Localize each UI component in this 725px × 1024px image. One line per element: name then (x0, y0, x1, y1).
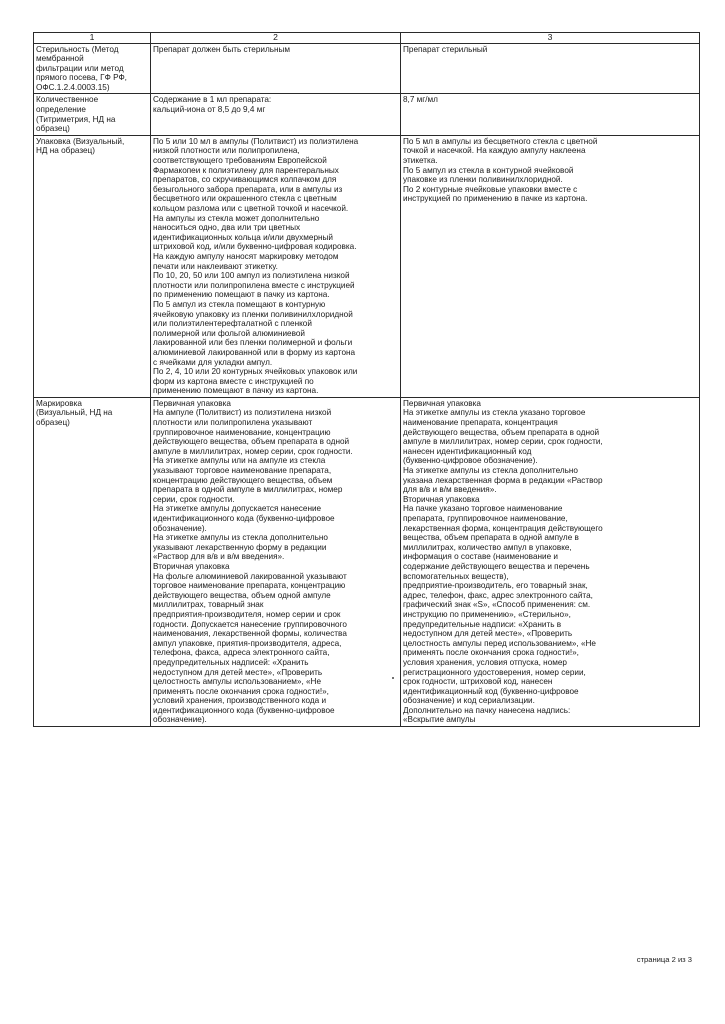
cell-line: Количественное (36, 95, 99, 105)
cell-line: Вторичная упаковка (403, 494, 480, 504)
cell-line: На каждую ампулу наносят маркировку методом (153, 251, 339, 261)
cell-line: ампуле в миллилитрах, номер серии, срок годности, (403, 437, 603, 447)
cell-line: упаковке из пленки поливинилхлоридной. (403, 175, 563, 185)
cell-line: миллилитрах, количество ампул в упаковке, (403, 542, 572, 552)
cell-line: 8,7 мг/мл (403, 95, 438, 105)
cell-line: действующего вещества, объем препарата в одной (153, 437, 350, 447)
cell-line: бесцветного или окрашенного стекла с цветным (153, 194, 337, 204)
cell-line: плотности или полипропилена вместе с инструкцией (153, 280, 355, 290)
param-cell (34, 397, 151, 726)
cell-line: (Визуальный, НД на (36, 408, 113, 418)
cell-line: Препарат должен быть стерильным (153, 44, 291, 54)
cell-line: точкой и насечкой. На каждую ампулу наклеена (403, 146, 586, 156)
cell-line: мембранной (36, 54, 84, 64)
cell-line: На ампулы из стекла может дополнительно (153, 213, 320, 223)
cell-line: торговое наименование препарата, концентрацию (153, 581, 346, 591)
cell-line: для в/в и в/м введения». (403, 485, 497, 495)
cell-line: Препарат стерильный (403, 44, 488, 54)
cell-line: идентификационных кольца и/или двухмерный (153, 232, 333, 242)
cell-line: наноситься одно, два или три цветных (153, 223, 301, 233)
cell-line: По 5 ампул из стекла в контурной ячейковой (403, 165, 574, 175)
param-cell (34, 43, 151, 94)
cell-line: препарата, группировочное наименование, (403, 514, 568, 523)
cell-line: ОФС.1.2.4.0003.15) (36, 82, 110, 92)
cell-line: кальций-иона от 8,5 до 9,4 мг (153, 105, 266, 115)
cell-line: Маркировка (36, 398, 82, 408)
spec-cell (151, 94, 401, 135)
cell-line: наименования, лекарственной формы, количества (153, 629, 347, 639)
cell-line: идентификационного кода (буквенно-цифровое (153, 514, 335, 523)
cell-line: плотности или полипропилена указывают (153, 418, 313, 428)
table-row (34, 135, 700, 397)
cell-line: условий хранения, производственного кода и (153, 696, 327, 706)
cell-line: прямого посева, ГФ РФ, (36, 73, 127, 83)
cell-line: указывают торговое наименование препарата, (153, 466, 332, 476)
cell-line: (Титриметрия, НД на (36, 114, 116, 124)
cell-line: предупредительных надписей: «Хранить (153, 657, 309, 667)
table-row (34, 43, 700, 94)
cell-line: годности. Допускается нанесение группировочного (153, 619, 347, 629)
cell-line: НД на образец) (36, 146, 95, 156)
result-cell (401, 135, 700, 397)
cell-line: телефона, факса, адреса электронного сайта, (153, 648, 330, 658)
result-cell (401, 397, 700, 726)
cell-line: Фармакопеи к полиэтилену для парентеральных (153, 165, 339, 175)
param-cell (34, 94, 151, 135)
cell-line: Первичная упаковка (403, 398, 481, 408)
cell-line: лакированной или без пленки полимерной и фольги (153, 338, 353, 348)
cell-line: срок годности, штриховой код, нанесен (403, 677, 553, 687)
result-cell (401, 43, 700, 94)
cell-line: штриховой код, и/или буквенно-цифровая кодировка. (153, 242, 357, 252)
cell-line: наименование препарата, концентрация (403, 418, 558, 428)
table-row (34, 94, 700, 135)
cell-line: На этикетке ампулы из стекла указано торговое (403, 408, 586, 418)
cell-line: кольцом разлома или с цветной точкой и насечкой. (153, 204, 349, 213)
param-cell (34, 135, 151, 397)
cell-line: серии, срок годности. (153, 494, 235, 504)
cell-line: По 10, 20, 50 или 100 ампул из полиэтилена низкой (153, 271, 350, 281)
cell-line: лекарственная форма, концентрация действующего (403, 523, 603, 533)
cell-line: На фольге алюминиевой лакированной указывают (153, 571, 347, 581)
cell-line: Дополнительно на пачку нанесена надпись: (403, 705, 571, 715)
cell-line: адрес, телефон, факс, адрес электронного сайта, (403, 590, 593, 600)
specification-table (33, 32, 700, 727)
cell-line: фильтрации или метод (36, 63, 124, 73)
cell-line: форм из картона вместе с инструкцией по (153, 376, 314, 386)
cell-line: целостность ампулы перед использованием», «Не (403, 638, 596, 648)
spec-cell (151, 135, 401, 397)
cell-line: нанесен идентификационный код (403, 446, 532, 456)
cell-line: определение (36, 105, 86, 115)
cell-line: предупредительные надписи: «Хранить в (403, 619, 562, 629)
cell-line: ампуле в миллилитрах, номер серии, срок годности. (153, 446, 353, 456)
cell-line: препаратов, со скручивающимся колпачком для (153, 175, 337, 185)
cell-line: идентификационный код (буквенно-цифровое (403, 686, 579, 696)
cell-line: условия хранения, условия отпуска, номер (403, 657, 567, 667)
cell-line: (буквенно-цифровое обозначение). (403, 456, 538, 466)
cell-line: образец) (36, 418, 70, 428)
cell-line: низкой плотности или полипропилена, (153, 146, 300, 156)
cell-line: препарата в одной ампуле в миллилитрах, номер (153, 485, 343, 495)
cell-line: По 2, 4, 10 или 20 контурных ячейковых упаковок или (153, 367, 358, 377)
cell-line: ячейковую упаковку из пленки поливинилхлоридной (153, 309, 353, 319)
cell-line: содержание действующего вещества и перечень (403, 561, 590, 571)
cell-line: По 5 ампул из стекла помещают в контурную (153, 299, 326, 309)
cell-line: предприятия-производителя, номер серии и срок (153, 609, 341, 619)
spec-cell (151, 43, 401, 94)
cell-line: обозначение). (153, 715, 207, 725)
cell-line: обозначение) и код сериализации. (403, 696, 535, 706)
cell-line: «Вскрытие ампулы (403, 715, 476, 725)
page-number: страница 2 из 3 (636, 955, 692, 964)
cell-line: группировочное наименование, концентрацию (153, 427, 331, 437)
table-header-row (34, 33, 700, 44)
cell-line: образец) (36, 124, 70, 134)
cell-line: предприятие-производитель, его товарный знак, (403, 581, 588, 591)
cell-line: применять после окончания срока годности!», (403, 648, 579, 658)
cell-line: указана лекарственная форма в редакции «Раствор (403, 475, 603, 485)
cell-line: алюминиевой лакированной или в форму из картона (153, 347, 356, 357)
cell-line: Вторичная упаковка (153, 561, 230, 571)
cell-line: графический знак «S», «Способ применения: см. (403, 600, 591, 610)
result-cell (401, 94, 700, 135)
cell-line: вещества, объем препарата в одной ампуле в (403, 533, 579, 543)
cell-line: действующего вещества, объем препарата в одной (403, 427, 600, 437)
cell-line: этикетка. (403, 156, 438, 166)
cell-line: На этикетке ампулы из стекла дополнительно (403, 466, 578, 476)
cell-line: ампул упаковке, приятия-производителя, адреса, (153, 638, 342, 648)
cell-line: недоступном для детей месте», «Проверить (153, 667, 323, 677)
cell-line: соответствующего требованиям Европейской (153, 156, 327, 166)
cell-line: концентрацию действующего вещества, объем (153, 475, 333, 485)
cell-line: безыгольного забора препарата, или в ампулы из (153, 184, 343, 194)
cell-line: полимерной или фольгой алюминиевой (153, 328, 305, 338)
header-col-1: 1 (34, 33, 151, 44)
cell-line: инструкцию по применению», «Стерильно», (403, 609, 571, 619)
header-col-3: 3 (401, 33, 700, 44)
cell-line: По 5 мл в ампулы из бесцветного стекла с цветной (403, 136, 598, 146)
cell-line: регистрационного удостоверения, номер серии, (403, 667, 586, 677)
cell-line: Стерильность (Метод (36, 44, 119, 54)
cell-line: действующего вещества, объем одной ампуле (153, 590, 331, 600)
cell-line: информация о составе (наименование и (403, 552, 558, 562)
cell-line: Первичная упаковка (153, 398, 231, 408)
spec-cell (151, 397, 401, 726)
table-row (34, 397, 700, 726)
cell-line: На этикетке ампулы или на ампуле из стекла (153, 456, 326, 466)
cell-line: указывают лекарственную форму в редакции (153, 542, 327, 552)
cell-line: По 5 или 10 мл в ампулы (Политвист) из полиэтилена (153, 136, 359, 146)
cell-line: Содержание в 1 мл препарата: (153, 95, 272, 105)
cell-line: миллилитрах, товарный знак (153, 600, 264, 610)
cell-line: вспомогательных веществ), (403, 571, 509, 581)
cell-line: печати или наклеивают этикетку. (153, 261, 278, 271)
cell-line: Упаковка (Визуальный, (36, 136, 125, 146)
cell-line: недоступном для детей месте», «Проверить (403, 629, 573, 639)
cell-line: По 2 контурные ячейковые упаковки вместе с (403, 184, 578, 194)
cell-line: идентификационного кода (буквенно-цифровое (153, 705, 335, 715)
scan-speck (392, 677, 394, 679)
cell-line: На этикетке ампулы из стекла дополнительно (153, 533, 328, 543)
cell-line: применять после окончания срока годности!», (153, 686, 329, 696)
cell-line: На пачке указано торговое наименование (403, 504, 563, 514)
cell-line: обозначение). (153, 523, 207, 533)
cell-line: На ампуле (Политвист) из полиэтилена низкой (153, 408, 332, 418)
cell-line: с ячейками для укладки ампул. (153, 357, 273, 367)
cell-line: инструкцией по применению в пачке из картона. (403, 194, 588, 204)
cell-line: применению помещают в пачку из картона. (153, 386, 319, 396)
cell-line: по применению помещают в пачку из картона. (153, 290, 330, 300)
header-col-2: 2 (151, 33, 401, 44)
cell-line: На этикетке ампулы допускается нанесение (153, 504, 322, 514)
cell-line: или полиэтилентерефталатной с пленкой (153, 319, 312, 329)
cell-line: «Раствор для в/в и в/м введения». (153, 552, 285, 562)
cell-line: целостность ампулы использованием», «Не (153, 677, 322, 687)
